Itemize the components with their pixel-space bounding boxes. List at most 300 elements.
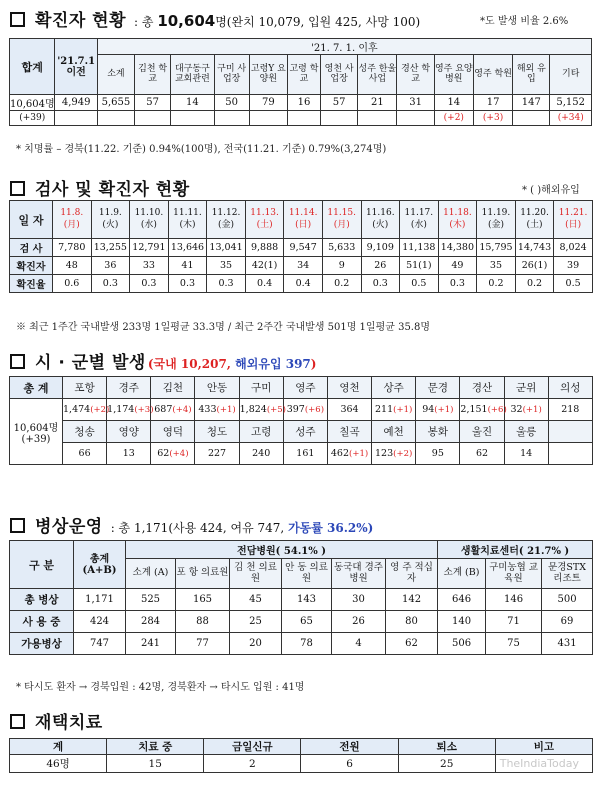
header-centers: 생활치료센터( 21.7% ) <box>438 541 593 559</box>
count-cell: 50 <box>214 95 249 111</box>
weekday-label: (火) <box>372 219 389 230</box>
data-cell: 35 <box>207 257 246 275</box>
date-label: 11.13. <box>250 208 279 219</box>
count-value: 161 <box>296 448 315 459</box>
weekday-label: (金) <box>218 219 235 230</box>
column-header: 영천 사업장 <box>321 55 358 95</box>
weekday-label: (土) <box>526 219 543 230</box>
data-cell: 500 <box>542 589 593 611</box>
data-cell: 65 <box>282 611 332 633</box>
region-count <box>283 399 327 421</box>
region-name: 울릉 <box>504 421 548 443</box>
tests-table <box>9 200 593 293</box>
column-header: 포 항 의료원 <box>176 559 230 589</box>
data-cell: 77 <box>176 633 230 655</box>
count-cell: 16 <box>287 95 320 111</box>
increase-cell <box>287 111 320 126</box>
data-cell: 284 <box>126 611 176 633</box>
column-header: 소계 (A) <box>126 559 176 589</box>
grand-total-cell <box>10 399 63 465</box>
column-header: 대구동구 교회관련 <box>171 55 214 95</box>
confirmed-table <box>9 38 592 126</box>
section-beds-title <box>10 512 373 537</box>
data-cell: 0.4 <box>245 275 284 293</box>
section-tests-title <box>10 175 190 200</box>
beds-subtitle <box>111 519 374 536</box>
count-value: 227 <box>207 448 227 459</box>
region-name: 경산 <box>460 377 504 399</box>
column-header: 금일신규 <box>204 739 301 755</box>
count-cell: 17 <box>473 95 512 111</box>
row-label: 확진율 <box>10 275 53 293</box>
data-cell: 69 <box>542 611 593 633</box>
increase-cell <box>249 111 287 126</box>
count-increase: (+2) <box>393 449 413 459</box>
checkbox-square-icon <box>10 518 25 533</box>
data-cell: 13,041 <box>207 239 246 257</box>
date-header <box>245 201 284 239</box>
region-name: 성주 <box>283 421 327 443</box>
date-header <box>400 201 439 239</box>
data-cell: 0.6 <box>53 275 92 293</box>
region-count <box>239 443 283 465</box>
column-header: 안 동 의료원 <box>282 559 332 589</box>
data-cell: 0.3 <box>207 275 246 293</box>
data-cell: 9,109 <box>361 239 400 257</box>
header-after: '21. 7. 1. 이후 <box>97 39 591 55</box>
region-count <box>63 399 110 421</box>
total-value: 10,604명 <box>13 422 59 434</box>
weekday-label: (土) <box>256 219 273 230</box>
count-cell: 21 <box>358 95 397 111</box>
row-total: 424 <box>74 611 126 633</box>
region-count <box>372 399 416 421</box>
count-increase: (+4) <box>169 449 189 459</box>
region-count <box>327 399 371 421</box>
region-count <box>63 443 107 465</box>
count-cell: 5,152 <box>550 95 592 111</box>
count-value: 397 <box>286 404 305 415</box>
header-grand-total: 총계 (A+B) <box>74 541 126 589</box>
count-value: 62 <box>475 448 489 459</box>
row-label: 사 용 중 <box>10 611 74 633</box>
data-cell: 9,888 <box>245 239 284 257</box>
region-count <box>460 443 504 465</box>
data-cell: 6 <box>301 755 398 773</box>
data-cell: 75 <box>486 633 542 655</box>
data-cell: 506 <box>438 633 486 655</box>
data-cell: 42(1) <box>245 257 284 275</box>
increase-cell: (+34) <box>550 111 592 126</box>
row-label: 가용병상 <box>10 633 74 655</box>
region-name: 문경 <box>416 377 460 399</box>
sub-prefix: : 총 <box>134 15 154 29</box>
data-cell: 20 <box>230 633 282 655</box>
count-value: 123 <box>375 448 394 459</box>
region-name: 의성 <box>548 377 592 399</box>
header-date: 일 자 <box>10 201 53 239</box>
row-total: 1,171 <box>74 589 126 611</box>
data-cell: 34 <box>284 257 323 275</box>
data-cell: 431 <box>542 633 593 655</box>
count-value: 14 <box>520 448 533 459</box>
empty-cell <box>548 421 592 443</box>
weekly-note: ※ 최근 1주간 국내발생 233명 1일평균 33.3명 / 최근 2주간 국내발생 501명 1일평균 35.8명 <box>16 322 431 333</box>
row-label: 확진자 <box>10 257 53 275</box>
date-label: 11.20. <box>520 208 549 219</box>
checkbox-square-icon <box>10 354 25 369</box>
count-increase: (+1) <box>522 405 542 415</box>
increase-cell <box>397 111 434 126</box>
data-cell: 4 <box>332 633 386 655</box>
date-header <box>91 201 130 239</box>
date-label: 11.12. <box>211 208 241 219</box>
fatality-note: * 치명률 – 경북(11.22. 기준) 0.94%(100명), 전국(11.21. 기준) 0.79%(3,274명) <box>16 144 387 155</box>
data-cell: 15 <box>107 755 204 773</box>
total-increase: (+39) <box>10 111 55 126</box>
count-value: 62 <box>157 448 170 459</box>
region-count <box>372 443 416 465</box>
region-count <box>151 399 195 421</box>
count-increase: (+1) <box>434 405 454 415</box>
date-label: 11.8. <box>60 208 84 219</box>
region-subtitle <box>148 355 317 372</box>
increase-cell <box>97 111 134 126</box>
data-cell: 0.3 <box>438 275 477 293</box>
data-cell: 12,791 <box>130 239 169 257</box>
empty-cell <box>548 443 592 465</box>
column-header: 치료 중 <box>107 739 204 755</box>
overseas-count: 해외유입 397 <box>235 357 311 371</box>
data-cell: 41 <box>168 257 207 275</box>
count-value: 687 <box>154 404 173 415</box>
increase-cell: (+2) <box>434 111 473 126</box>
count-cell: 14 <box>171 95 214 111</box>
section-title: 시 · 군별 발생 <box>35 353 146 373</box>
column-header: 계 <box>10 739 107 755</box>
weekday-label: (日) <box>565 219 582 230</box>
before-value: 4,949 <box>55 95 97 111</box>
count-value: 211 <box>375 404 394 415</box>
region-name: 상주 <box>372 377 416 399</box>
header-before: '21.7.1 이전 <box>55 39 97 95</box>
data-cell: 9,547 <box>284 239 323 257</box>
row-label: 총 병상 <box>10 589 74 611</box>
section-title: 병상운영 <box>35 517 103 537</box>
data-cell: 165 <box>176 589 230 611</box>
data-cell: 45 <box>230 589 282 611</box>
date-header <box>477 201 516 239</box>
weekday-label: (木) <box>179 219 196 230</box>
data-cell: 0.3 <box>168 275 207 293</box>
data-cell: 0.5 <box>400 275 439 293</box>
data-cell: 646 <box>438 589 486 611</box>
data-cell: 5,633 <box>322 239 361 257</box>
data-cell: 241 <box>126 633 176 655</box>
count-value: 364 <box>340 404 359 415</box>
data-cell: 142 <box>386 589 438 611</box>
increase-cell <box>214 111 249 126</box>
date-header <box>53 201 92 239</box>
data-cell: 51(1) <box>400 257 439 275</box>
count-cell: 31 <box>397 95 434 111</box>
count-increase: (+6) <box>487 405 507 415</box>
date-header <box>554 201 593 239</box>
count-increase: (+6) <box>304 405 325 415</box>
section-home-title <box>10 708 103 733</box>
region-name: 영덕 <box>151 421 195 443</box>
column-header: 비고 <box>495 739 592 755</box>
increase-cell: (+3) <box>473 111 512 126</box>
weekday-label: (火) <box>102 219 119 230</box>
data-cell: 8,024 <box>554 239 593 257</box>
count-value: 13 <box>122 448 135 459</box>
header-total: 합계 <box>10 39 55 95</box>
count-increase: (+4) <box>172 405 192 415</box>
data-cell: 46명 <box>10 755 107 773</box>
column-header: 구미 사업장 <box>214 55 249 95</box>
weekday-label: (水) <box>140 219 157 230</box>
data-cell: 0.4 <box>284 275 323 293</box>
data-cell: 62 <box>386 633 438 655</box>
increase-cell <box>321 111 358 126</box>
weekday-label: (月) <box>333 219 350 230</box>
total-confirmed: 10,604 <box>157 12 216 30</box>
count-value: 1,174 <box>107 404 135 415</box>
region-name: 안동 <box>195 377 239 399</box>
column-header: 소계 (B) <box>438 559 486 589</box>
column-header: 해외 유입 <box>513 55 550 95</box>
header-hospitals: 전담병원( 54.1% ) <box>126 541 438 559</box>
date-header <box>168 201 207 239</box>
checkbox-square-icon <box>10 714 25 729</box>
count-value: 1,824 <box>239 404 267 415</box>
section-region-title <box>10 348 316 373</box>
data-cell: 25 <box>398 755 495 773</box>
date-label: 11.9. <box>98 208 122 219</box>
date-label: 11.18. <box>443 208 472 219</box>
section-title: 확진자 현황 <box>35 11 127 31</box>
region-name: 영천 <box>327 377 371 399</box>
data-cell: 9 <box>322 257 361 275</box>
region-name: 울진 <box>460 421 504 443</box>
column-header: 성주 한울사업 <box>358 55 397 95</box>
count-cell: 14 <box>434 95 473 111</box>
data-cell: 0.2 <box>515 275 554 293</box>
data-cell: 0.2 <box>477 275 516 293</box>
data-cell: 0.3 <box>130 275 169 293</box>
column-header: 구미농협 교육원 <box>486 559 542 589</box>
region-count <box>107 443 151 465</box>
count-cell: 147 <box>513 95 550 111</box>
region-name: 군위 <box>504 377 548 399</box>
region-count <box>239 399 286 421</box>
region-name: 경주 <box>107 377 151 399</box>
data-cell: 14,743 <box>515 239 554 257</box>
weekday-label: (金) <box>487 219 504 230</box>
data-cell: 49 <box>438 257 477 275</box>
paren-close: ) <box>310 357 317 371</box>
date-header <box>515 201 554 239</box>
increase-cell <box>358 111 397 126</box>
count-value: 32 <box>510 404 523 415</box>
count-value: 240 <box>252 448 271 459</box>
data-cell: 140 <box>438 611 486 633</box>
count-value: 462 <box>330 448 349 459</box>
region-name: 청도 <box>195 421 239 443</box>
data-cell: 525 <box>126 589 176 611</box>
column-header: 전원 <box>301 739 398 755</box>
region-name: 구미 <box>239 377 283 399</box>
region-name: 예천 <box>372 421 416 443</box>
data-cell: 0.3 <box>361 275 400 293</box>
count-cell: 57 <box>135 95 171 111</box>
count-increase: (+1) <box>393 405 413 415</box>
section-title: 검사 및 확진자 현황 <box>35 180 190 200</box>
region-table <box>9 376 593 465</box>
data-cell: 13,255 <box>91 239 130 257</box>
checkbox-square-icon <box>10 12 25 27</box>
watermark: TheIndiaToday <box>499 757 579 770</box>
header-category: 구 분 <box>10 541 74 589</box>
data-cell: 39 <box>554 257 593 275</box>
column-header: 문경STX 리조트 <box>542 559 593 589</box>
region-name: 칠곡 <box>327 421 371 443</box>
count-value: 66 <box>78 448 91 459</box>
region-count <box>416 399 460 421</box>
count-value: 433 <box>198 404 217 415</box>
section-title: 재택치료 <box>35 713 103 733</box>
transfer-note: * 타시도 환자 → 경북입원 : 42명, 경북환자 → 타시도 입원 : 41명 <box>16 682 305 693</box>
column-header: 퇴소 <box>398 739 495 755</box>
row-label: 검 사 <box>10 239 53 257</box>
beds-table <box>9 540 593 655</box>
column-header: 영주 요양병원 <box>434 55 473 95</box>
region-count <box>504 399 548 421</box>
count-cell: 57 <box>321 95 358 111</box>
data-cell: 30 <box>332 589 386 611</box>
data-cell: 26(1) <box>515 257 554 275</box>
region-count <box>151 443 195 465</box>
region-count <box>504 443 548 465</box>
data-cell: 0.3 <box>91 275 130 293</box>
column-header: 영 주 적십자 <box>386 559 438 589</box>
weekday-label: (木) <box>449 219 466 230</box>
date-header <box>207 201 246 239</box>
date-label: 11.21. <box>558 208 588 219</box>
date-label: 11.11. <box>173 208 202 219</box>
domestic-count: 국내 10,207, <box>153 357 231 371</box>
count-value: 95 <box>431 448 444 459</box>
data-cell: 36 <box>91 257 130 275</box>
region-count <box>195 443 239 465</box>
date-label: 11.16. <box>365 208 395 219</box>
row-total: 747 <box>74 633 126 655</box>
date-label: 11.15. <box>327 208 357 219</box>
beds-summary: : 총 1,171(사용 424, 여유 747, <box>110 521 285 535</box>
weekday-label: (水) <box>410 219 427 230</box>
count-cell: 5,655 <box>97 95 134 111</box>
data-cell: 13,646 <box>168 239 207 257</box>
section-confirmed-title <box>10 6 420 31</box>
data-cell: 11,138 <box>400 239 439 257</box>
column-header: 영주 학원 <box>473 55 512 95</box>
region-count <box>327 443 371 465</box>
column-header: 김천 학교 <box>135 55 171 95</box>
count-value: 218 <box>561 404 580 415</box>
count-increase: (+5) <box>266 405 286 415</box>
checkbox-square-icon <box>10 181 25 196</box>
data-cell: 25 <box>230 611 282 633</box>
date-header <box>284 201 323 239</box>
data-cell: 88 <box>176 611 230 633</box>
total-value: 10,604명 <box>10 95 55 111</box>
date-header <box>322 201 361 239</box>
count-value: 94 <box>422 404 435 415</box>
count-cell: 79 <box>249 95 287 111</box>
column-header: 기타 <box>550 55 592 95</box>
data-cell: 7,780 <box>53 239 92 257</box>
count-value: 2,151 <box>460 404 488 415</box>
section-subtitle <box>134 12 420 30</box>
data-cell: 71 <box>486 611 542 633</box>
column-header: 김 천 의료원 <box>230 559 282 589</box>
column-header: 고령Y 요양원 <box>249 55 287 95</box>
data-cell: 35 <box>477 257 516 275</box>
column-header: 동국대 경주병원 <box>332 559 386 589</box>
count-increase: (+3) <box>134 405 154 415</box>
occupancy-rate: 가동률 36.2%) <box>288 521 374 535</box>
ratio-note: *도 발생 비율 2.6% <box>480 16 569 27</box>
column-header: 소계 <box>97 55 134 95</box>
date-label: 11.19. <box>481 208 511 219</box>
sub-rest: 명(완치 10,079, 입원 425, 사망 100) <box>215 15 421 29</box>
date-label: 11.14. <box>288 208 318 219</box>
total-increase: (+39) <box>21 433 51 445</box>
data-cell: 26 <box>332 611 386 633</box>
weekday-label: (日) <box>295 219 312 230</box>
region-name: 포항 <box>63 377 107 399</box>
data-cell: 48 <box>53 257 92 275</box>
region-count <box>195 399 239 421</box>
region-name: 영양 <box>107 421 151 443</box>
data-cell: 80 <box>386 611 438 633</box>
data-cell: 2 <box>204 755 301 773</box>
region-count <box>283 443 327 465</box>
data-cell: 143 <box>282 589 332 611</box>
increase-cell <box>171 111 214 126</box>
date-label: 11.17. <box>404 208 434 219</box>
count-increase: (+1) <box>349 449 369 459</box>
region-name: 고령 <box>239 421 283 443</box>
count-increase: (+2) <box>90 405 110 415</box>
header-total: 총 계 <box>10 377 63 399</box>
data-cell: 78 <box>282 633 332 655</box>
count-value: 1,474 <box>63 404 91 415</box>
region-count <box>107 399 154 421</box>
date-header <box>438 201 477 239</box>
weekday-label: (月) <box>63 219 80 230</box>
date-header <box>130 201 169 239</box>
region-count <box>460 399 507 421</box>
column-header: 고령 학교 <box>287 55 320 95</box>
region-count <box>416 443 460 465</box>
region-name: 김천 <box>151 377 195 399</box>
data-cell: 146 <box>486 589 542 611</box>
increase-cell <box>513 111 550 126</box>
data-cell: 33 <box>130 257 169 275</box>
column-header: 경산 학교 <box>397 55 434 95</box>
